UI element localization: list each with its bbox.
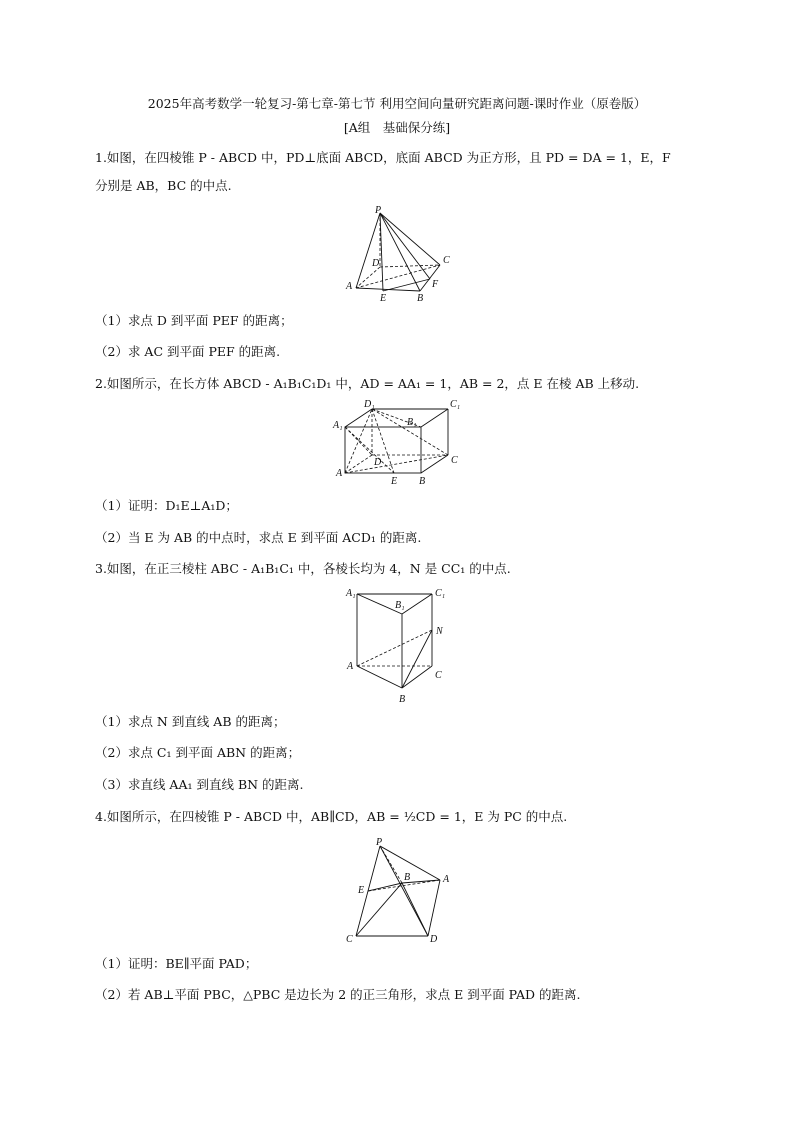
problem-2-part-2: （2）当 E 为 AB 的中点时，求点 E 到平面 ACD₁ 的距离. [95, 530, 422, 545]
fig4-label-e: E [358, 885, 365, 896]
problem-3-line-1: 3.如图，在正三棱柱 ABC - A₁B₁C₁ 中，各棱长均为 4，N 是 CC₁ 的中点. [95, 561, 511, 576]
problem-1-figure [340, 205, 460, 305]
fig1-label-p: P [375, 205, 382, 216]
problem-2-figure [330, 397, 470, 489]
problem-4-part-1: （1）证明：BE∥平面 PAD； [95, 956, 258, 971]
fig2-label-b: B [419, 476, 426, 487]
fig4-label-a: A [443, 874, 450, 885]
fig1-label-a: A [346, 281, 353, 292]
problem-3-figure [340, 584, 460, 706]
fig1-label-e: E [380, 293, 387, 304]
fig4-label-d: D [430, 934, 438, 945]
fig3-label-a1: A₁ [346, 588, 356, 599]
fig2-label-a: A [336, 468, 343, 479]
page-title: 2025年高考数学一轮复习-第七章-第七节 利用空间向量研究距离问题-课时作业（原卷版） [147, 96, 647, 111]
problem-3-part-3: （3）求直线 AA₁ 到直线 BN 的距离. [95, 777, 304, 792]
problem-1-part-1: （1）求点 D 到平面 PEF 的距离； [95, 313, 293, 328]
fig3-label-b1: B₁ [395, 600, 405, 611]
problem-4-line-1: 4.如图所示，在四棱锥 P - ABCD 中，AB∥CD，AB = ½CD = 1，E 为 PC 的中点. [95, 809, 568, 824]
problem-4-part-2: （2）若 AB⊥平面 PBC，△PBC 是边长为 2 的正三角形，求点 E 到平面 PAD 的距离. [95, 987, 581, 1002]
fig4-label-p: P [376, 837, 383, 848]
section-subtitle: [A组 基础保分练] [343, 120, 451, 135]
problem-1-part-2: （2）求 AC 到平面 PEF 的距离. [95, 344, 281, 359]
problem-1-line-1: 1.如图，在四棱锥 P - ABCD 中，PD⊥底面 ABCD，底面 ABCD 为正方形，且 PD = DA = 1，E，F [95, 150, 671, 165]
fig1-label-f: F [432, 279, 439, 290]
fig2-label-b1: B₁ [407, 417, 417, 428]
fig2-label-d1: D₁ [364, 399, 375, 410]
fig4-label-c: C [346, 934, 353, 945]
fig3-label-b: B [399, 694, 406, 705]
problem-3-part-1: （1）求点 N 到直线 AB 的距离； [95, 714, 286, 729]
problem-2-part-1: （1）证明：D₁E⊥A₁D； [95, 498, 238, 513]
fig1-label-c: C [443, 255, 450, 266]
fig3-label-a: A [347, 661, 354, 672]
problem-4-figure [340, 836, 460, 948]
fig3-label-c1: C₁ [435, 588, 446, 599]
problem-3-part-2: （2）求点 C₁ 到平面 ABN 的距离； [95, 745, 301, 760]
fig2-label-c1: C₁ [450, 399, 461, 410]
problem-1-line-2: 分别是 AB，BC 的中点. [95, 178, 232, 193]
fig2-label-d: D [374, 457, 382, 468]
fig1-label-b: B [417, 293, 424, 304]
fig1-label-d: D [372, 258, 380, 269]
problem-2-line-1: 2.如图所示，在长方体 ABCD - A₁B₁C₁D₁ 中，AD = AA₁ = 1，AB = 2，点 E 在棱 AB 上移动. [95, 376, 640, 391]
fig3-label-c: C [435, 670, 442, 681]
fig2-label-c: C [451, 455, 458, 466]
fig3-label-n: N [436, 626, 443, 637]
fig4-label-b: B [404, 872, 411, 883]
fig2-label-e: E [391, 476, 398, 487]
fig2-label-a1: A₁ [333, 420, 343, 431]
